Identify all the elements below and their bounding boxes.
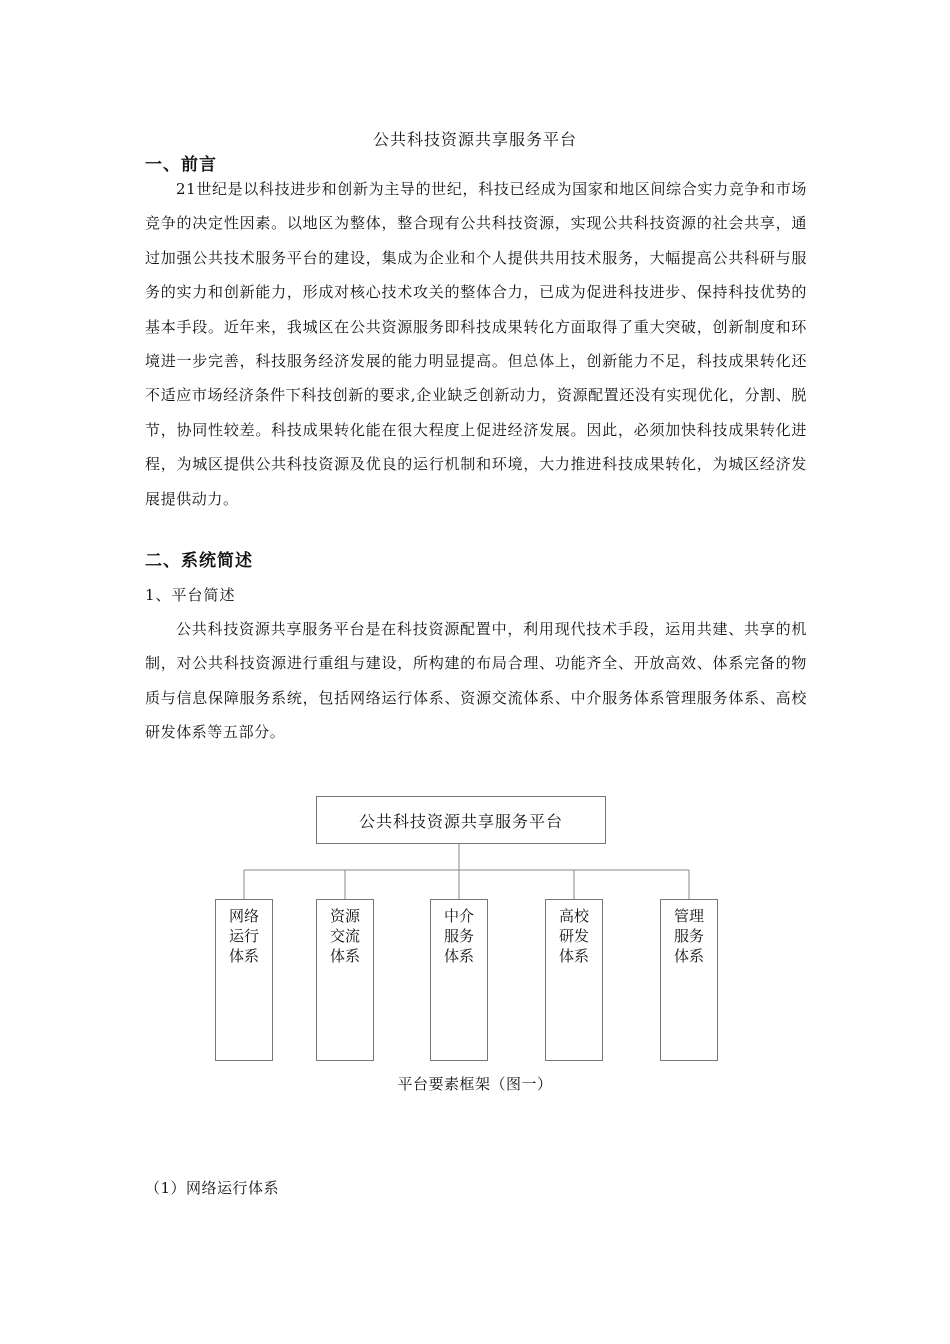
- section-heading-system: 二、系统简述: [145, 551, 253, 571]
- framework-box-university-rd: [545, 899, 603, 1061]
- platform-overview-paragraph: 公共科技资源共享服务平台是在科技资源配置中，利用现代技术手段，运用共建、共享的机制，对公共科技资源进行重组与建设，所构建的布局合理、功能齐全、开放高效、体系完备的物质与信息保障服务系统，包括网络运行体系、资源交流体系、中介服务体系管理服务体系、高校研发体系等五部分。: [145, 620, 807, 742]
- figure-caption: 平台要素框架（图一）: [397, 1075, 553, 1093]
- framework-box-intermediary: [430, 899, 488, 1061]
- framework-root-box: 公共科技资源共享服务平台: [316, 796, 606, 844]
- framework-box-network: [215, 899, 273, 1061]
- framework-box-label: 资源交流体系: [329, 907, 360, 965]
- document-title: 公共科技资源共享服务平台: [372, 130, 577, 149]
- framework-box-resource-exchange: [316, 899, 374, 1061]
- preface-paragraph: 21世纪是以科技进步和创新为主导的世纪，科技已经成为国家和地区间综合实力竞争和市场竞争的决定性因素。以地区为整体，整合现有公共科技资源，实现公共科技资源的社会共享，通过加强公共技术服务平台的建设，集成为企业和个人提供共用技术服务，大幅提高公共科研与服务的实力和创新能力，形成对核心技术攻关的整体合力，已成为促进科技进步、保持科技优势的基本手段。近年来，我城区在公共资源服务即科技成果转化方面取得了重大突破，创新制度和环境进一步完善，科技服务经济发展的能力明显提高。但总体上，创新能力不足，科技成果转化还不适应市场经济条件下科技创新的要求,企业缺乏创新动力，资源配置还没有实现优化，分割、脱节，协同性较差。科技成果转化能在很大程度上促进经济发展。因此，必须加快科技成果转化进程，为城区提供公共科技资源及优良的运行机制和环境，大力推进科技成果转化，为城区经济发展提供动力。: [145, 180, 807, 508]
- framework-box-label: 网络运行体系: [228, 907, 259, 965]
- framework-box-label: 中介服务体系: [443, 907, 474, 965]
- section-heading-preface: 一、前言: [145, 155, 217, 175]
- framework-box-management: [660, 899, 718, 1061]
- framework-box-label: 高校研发体系: [558, 907, 589, 965]
- item-heading-network: （1）网络运行体系: [145, 1179, 280, 1197]
- framework-box-label: 管理服务体系: [673, 907, 704, 965]
- subheading-platform-overview: 1、平台简述: [145, 586, 236, 604]
